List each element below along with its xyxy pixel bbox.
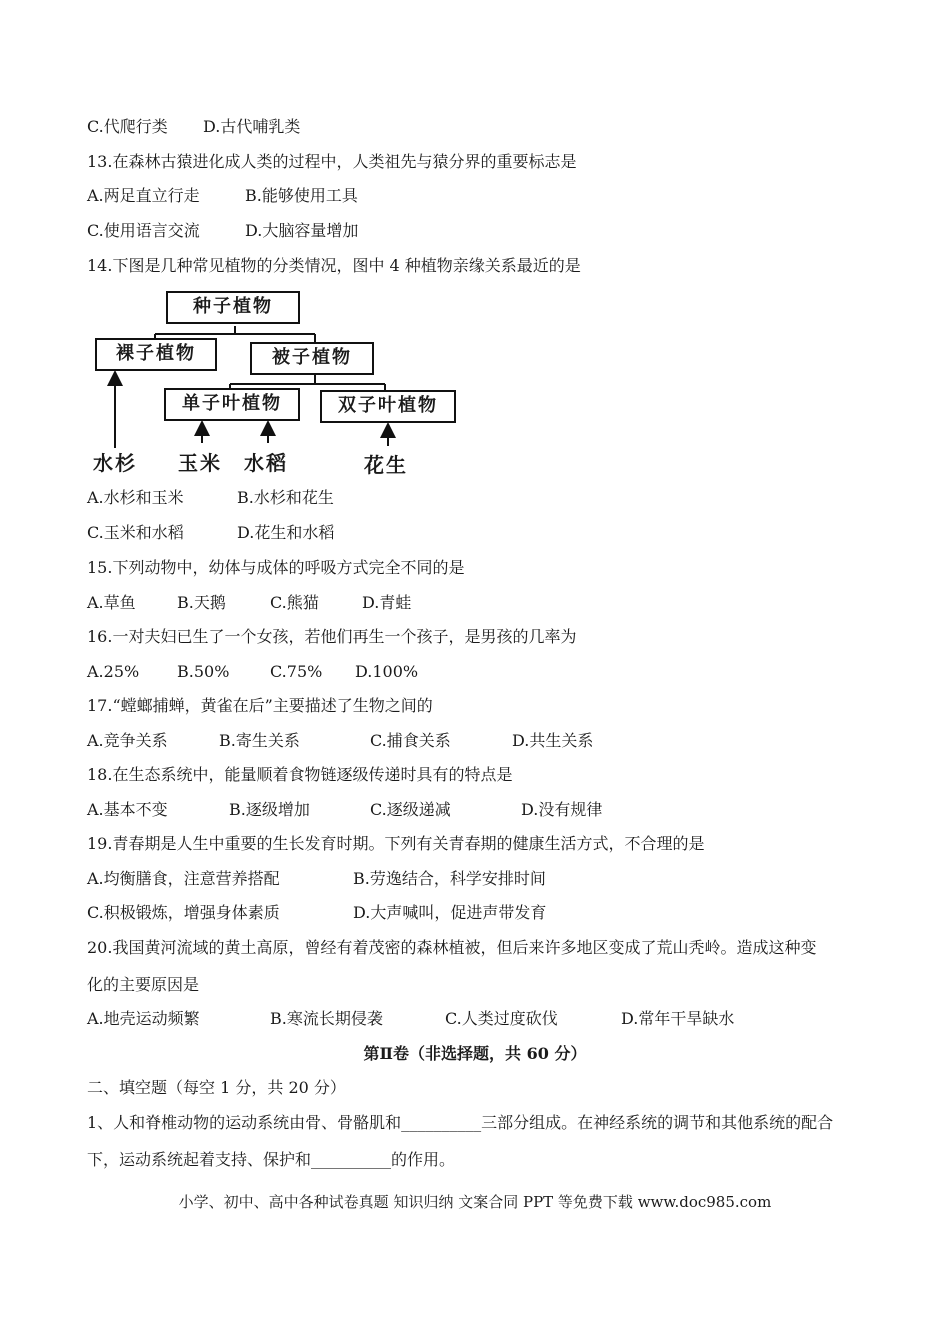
q15-option-b: B.天鹅: [177, 593, 226, 612]
q13-option-d: D.大脑容量增加: [245, 221, 359, 240]
q15-option-c: C.熊猫: [270, 593, 319, 612]
q19-option-b: B.劳逸结合，科学安排时间: [353, 869, 546, 888]
q17-option-b: B.寄生关系: [219, 731, 300, 750]
question-18: 18.在生态系统中，能量顺着食物链逐级传递时具有的特点是: [87, 765, 513, 784]
plant-corn: 玉米: [178, 451, 222, 475]
part-2-title: 第Ⅱ卷（非选择题，共 60 分）: [363, 1044, 587, 1063]
q13-option-a: A.两足直立行走: [87, 186, 200, 205]
node-seed-plants: 种子植物: [166, 291, 300, 324]
q20-option-b: B.寒流长期侵袭: [270, 1009, 383, 1028]
q17-option-d: D.共生关系: [512, 731, 594, 750]
q19-option-a: A.均衡膳食，注意营养搭配: [87, 869, 280, 888]
node-angiosperms: 被子植物: [250, 342, 374, 375]
plant-metasequoia: 水杉: [93, 451, 137, 475]
question-20-line-1: 20.我国黄河流域的黄土高原，曾经有着茂密的森林植被，但后来许多地区变成了荒山秃岭。造成这种变: [87, 938, 817, 957]
q16-option-c: C.75%: [270, 662, 323, 681]
plant-classification-diagram: [90, 288, 470, 483]
question-20-line-2: 化的主要原因是: [87, 975, 200, 994]
q12-option-d: D.古代哺乳类: [203, 117, 301, 136]
question-19: 19.青春期是人生中重要的生长发育时期。下列有关青春期的健康生活方式，不合理的是: [87, 834, 705, 853]
q16-option-b: B.50%: [177, 662, 230, 681]
q14-option-d: D.花生和水稻: [237, 523, 335, 542]
q19-option-d: D.大声喊叫，促进声带发育: [353, 903, 547, 922]
q13-option-c: C.使用语言交流: [87, 221, 200, 240]
q17-option-c: C.捕食关系: [370, 731, 451, 750]
question-17: 17.“螳螂捕蝉，黄雀在后”主要描述了生物之间的: [87, 696, 433, 715]
question-13: 13.在森林古猿进化成人类的过程中，人类祖先与猿分界的重要标志是: [87, 152, 577, 171]
q15-option-d: D.青蛙: [362, 593, 412, 612]
node-dicots: 双子叶植物: [320, 390, 456, 423]
node-gymnosperms: 裸子植物: [95, 338, 217, 371]
q17-option-a: A.竞争关系: [87, 731, 168, 750]
plant-peanut: 花生: [364, 453, 408, 477]
q20-option-d: D.常年干旱缺水: [621, 1009, 735, 1028]
q16-option-d: D.100%: [355, 662, 419, 681]
q15-option-a: A.草鱼: [87, 593, 136, 612]
fill-question-1-line-2: 下，运动系统起着支持、保护和__________的作用。: [87, 1150, 456, 1169]
q18-option-a: A.基本不变: [87, 800, 168, 819]
q18-option-c: C.逐级递减: [370, 800, 451, 819]
q19-option-c: C.积极锻炼，增强身体素质: [87, 903, 280, 922]
q14-option-b: B.水杉和花生: [237, 488, 334, 507]
question-16: 16.一对夫妇已生了一个女孩，若他们再生一个孩子，是男孩的几率为: [87, 627, 577, 646]
question-15: 15.下列动物中，幼体与成体的呼吸方式完全不同的是: [87, 558, 465, 577]
q18-option-b: B.逐级增加: [229, 800, 310, 819]
q12-option-c: C.代爬行类: [87, 117, 168, 136]
question-14: 14.下图是几种常见植物的分类情况，图中 4 种植物亲缘关系最近的是: [87, 256, 581, 275]
q14-option-c: C.玉米和水稻: [87, 523, 184, 542]
q14-option-a: A.水杉和玉米: [87, 488, 184, 507]
fill-question-1-line-1: 1、人和脊椎动物的运动系统由骨、骨骼肌和__________三部分组成。在神经系统的调节和其他系统的配合: [87, 1113, 834, 1132]
plant-rice: 水稻: [244, 451, 288, 475]
section-2-heading: 二、填空题（每空 1 分，共 20 分）: [87, 1078, 346, 1097]
page-footer: 小学、初中、高中各种试卷真题 知识归纳 文案合同 PPT 等免费下载 www.doc985.com: [178, 1193, 772, 1211]
q18-option-d: D.没有规律: [521, 800, 603, 819]
node-monocots: 单子叶植物: [164, 388, 300, 421]
q20-option-a: A.地壳运动频繁: [87, 1009, 200, 1028]
q20-option-c: C.人类过度砍伐: [445, 1009, 558, 1028]
q16-option-a: A.25%: [87, 662, 140, 681]
q13-option-b: B.能够使用工具: [245, 186, 358, 205]
